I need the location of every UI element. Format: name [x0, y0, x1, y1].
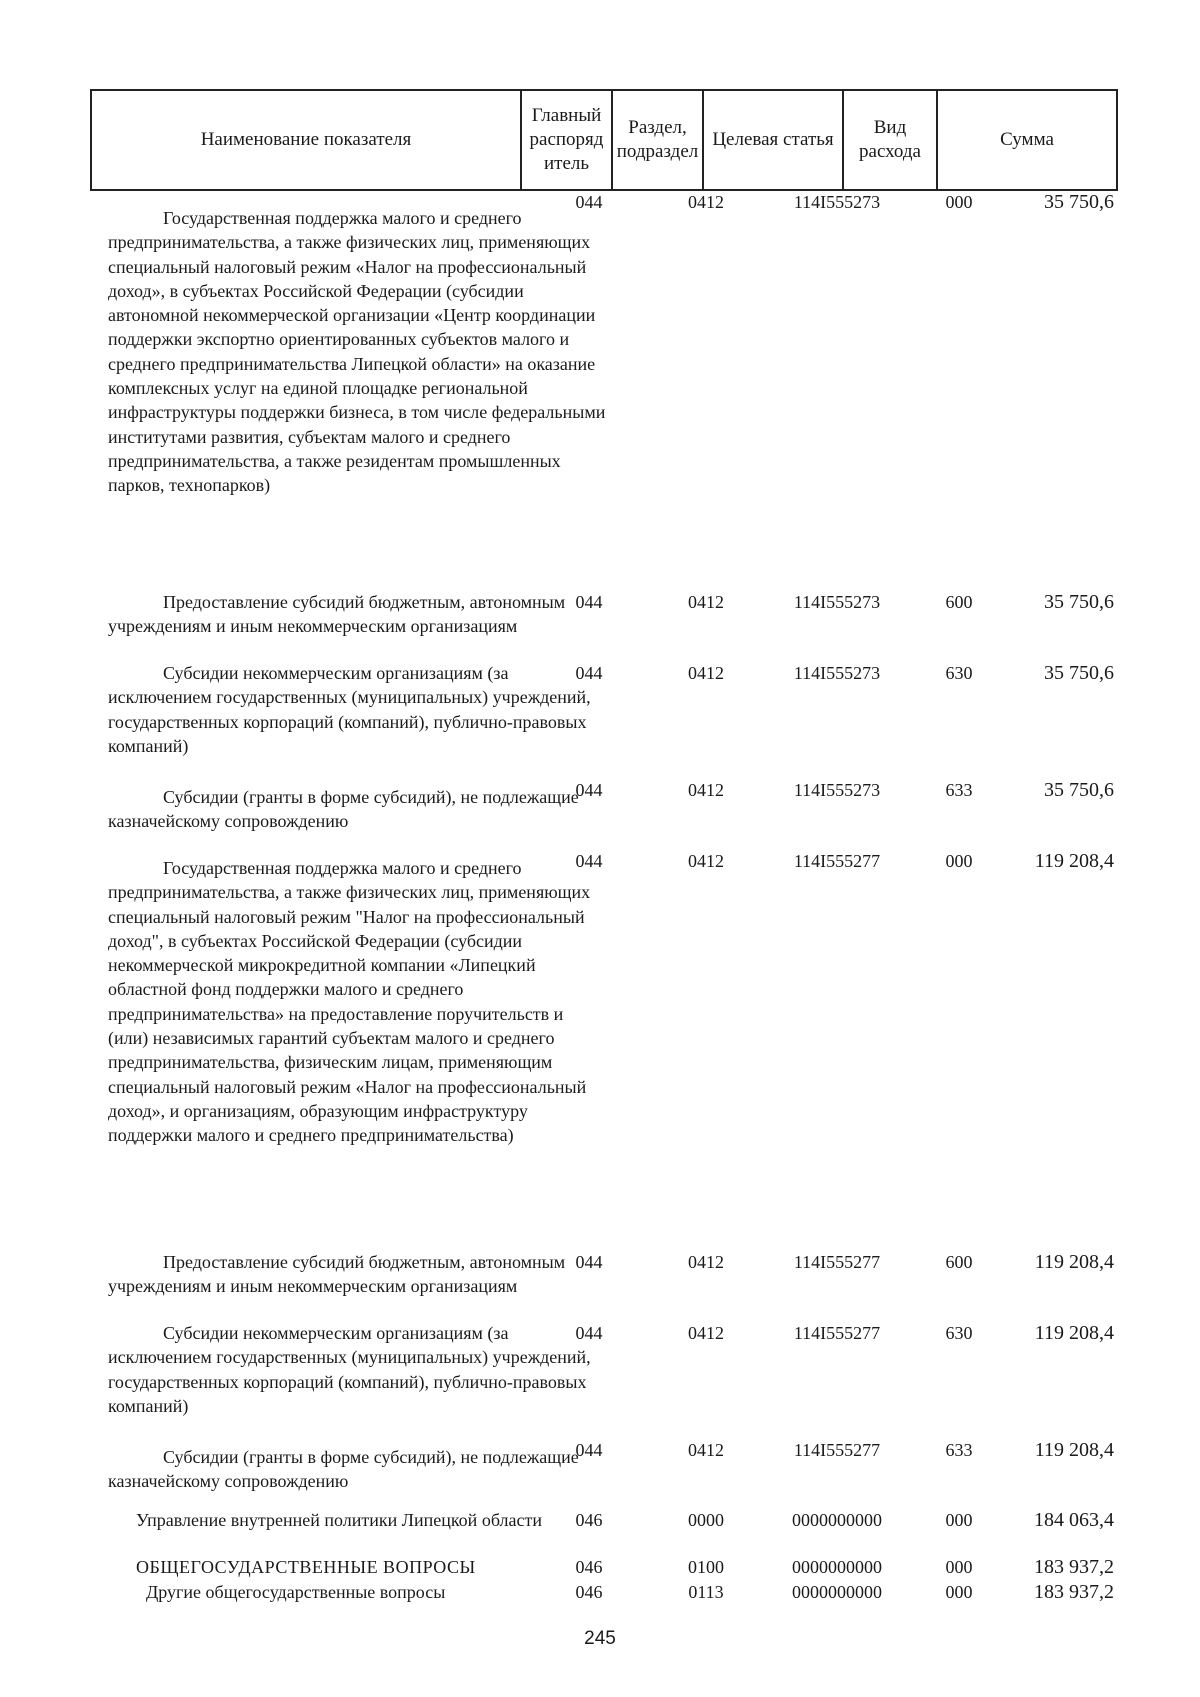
row-cs: 114I555273: [793, 192, 881, 212]
column-header-rz: Раздел, подраздел: [612, 90, 703, 190]
row-vr: 000: [945, 1582, 973, 1602]
row-rz: 0412: [688, 192, 724, 212]
row-rz: 0412: [688, 1323, 724, 1343]
row-gr: 044: [575, 780, 603, 800]
row-name: Управление внутренней политики Липецкой области: [136, 1510, 542, 1530]
row-rz: 0412: [688, 1252, 724, 1272]
row-vr: 633: [945, 1440, 973, 1460]
row-vr: 000: [945, 851, 973, 871]
column-header-vr: Вид расхода: [843, 90, 937, 190]
row-name: Субсидии некоммерческим организациям (за исключением государственных (муниципальных) учреждений, государственных корпораций (компаний), публично-правовых компаний): [108, 663, 591, 756]
row-vr: 000: [945, 1557, 973, 1577]
row-cs: 0000000000: [792, 1582, 882, 1602]
column-header-sum: Сумма: [937, 90, 1117, 190]
row-gr: 046: [575, 1557, 603, 1577]
row-sum: 35 750,6: [1044, 191, 1114, 213]
page-number: 245: [584, 1628, 616, 1649]
column-header-gr: Главный распоряд итель: [521, 90, 612, 190]
column-header-cs: Целевая статья: [703, 90, 843, 190]
row-gr: 044: [575, 1440, 603, 1460]
row-cs: 114I555273: [793, 780, 881, 800]
row-name: Предоставление субсидий бюджетным, автономным учреждениям и иным некоммерческим организациям: [108, 1252, 566, 1297]
row-sum: 183 937,2: [1034, 1581, 1114, 1603]
row-cs: 114I555273: [793, 663, 881, 683]
row-cs: 114I555277: [793, 1323, 881, 1343]
row-sum: 119 208,4: [1034, 1322, 1114, 1344]
row-gr: 044: [575, 1252, 603, 1272]
row-name: Субсидии (гранты в форме субсидий), не подлежащие казначейскому сопровождению: [108, 1447, 579, 1492]
row-vr: 600: [945, 592, 973, 612]
row-sum: 119 208,4: [1034, 850, 1114, 872]
row-rz: 0412: [688, 663, 724, 683]
row-sum: 183 937,2: [1034, 1556, 1114, 1578]
row-name: Государственная поддержка малого и среднего предпринимательства, а также физических лиц, применяющих специальный налоговый режим «Налог на профессиональный доход», в субъектах Российской Федерации (субсидии автономной некоммерческой организации «Центр координации поддержки экспортно ориентированных субъектов малого и среднего предпринимательства Липецкой области» на оказание комплексных услуг на единой площадке региональной инфраструктуры поддержки бизнеса, в том числе федеральными институтами развития, субъектам малого и среднего предпринимательства, а также резидентам промышленных парков, технопарков): [108, 208, 606, 496]
table-header: [90, 89, 1118, 191]
row-vr: 630: [945, 1323, 973, 1343]
row-gr: 044: [575, 1323, 603, 1343]
row-gr: 044: [575, 192, 603, 212]
row-vr: 000: [945, 1510, 973, 1530]
row-cs: 114I555273: [793, 592, 881, 612]
row-cs: 114I555277: [793, 1440, 881, 1460]
row-rz: 0000: [688, 1510, 724, 1530]
row-gr: 044: [575, 663, 603, 683]
row-gr: 046: [575, 1510, 603, 1530]
row-cs: 0000000000: [792, 1510, 882, 1530]
row-rz: 0100: [688, 1557, 724, 1577]
row-cs: 0000000000: [792, 1557, 882, 1577]
row-name: Субсидии некоммерческим организациям (за исключением государственных (муниципальных) учреждений, государственных корпораций (компаний), публично-правовых компаний): [108, 1323, 591, 1416]
row-sum: 35 750,6: [1044, 591, 1114, 613]
row-sum: 184 063,4: [1034, 1509, 1114, 1531]
row-sum: 119 208,4: [1034, 1439, 1114, 1461]
row-sum: 119 208,4: [1034, 1251, 1114, 1273]
row-rz: 0412: [688, 592, 724, 612]
row-vr: 000: [945, 192, 973, 212]
row-sum: 35 750,6: [1044, 779, 1114, 801]
row-sum: 35 750,6: [1044, 662, 1114, 684]
row-name: Предоставление субсидий бюджетным, автономным учреждениям и иным некоммерческим организациям: [108, 592, 566, 637]
row-vr: 633: [945, 780, 973, 800]
row-vr: 630: [945, 663, 973, 683]
column-header-name: Наименование показателя: [91, 90, 521, 190]
row-rz: 0412: [688, 780, 724, 800]
row-cs: 114I555277: [793, 851, 881, 871]
row-rz: 0113: [688, 1582, 724, 1602]
row-name: Субсидии (гранты в форме субсидий), не подлежащие казначейскому сопровождению: [108, 787, 579, 832]
row-name: Государственная поддержка малого и среднего предпринимательства, а также физических лиц, применяющих специальный налоговый режим "Налог на профессиональный доход", в субъектах Российской Федерации (субсидии некоммерческой микрокредитной компании «Липецкий областной фонд поддержки малого и среднего предпринимательства» на предоставление поручительств и (или) независимых гарантий субъектам малого и среднего предпринимательства, физическим лицам, применяющим специальный налоговый режим «Налог на профессиональный доход», и организациям, образующим инфраструктуру поддержки малого и среднего предпринимательства): [108, 858, 591, 1146]
row-rz: 0412: [688, 1440, 724, 1460]
row-gr: 044: [575, 592, 603, 612]
row-vr: 600: [945, 1252, 973, 1272]
row-cs: 114I555277: [793, 1252, 881, 1272]
row-gr: 046: [575, 1582, 603, 1602]
row-gr: 044: [575, 851, 603, 871]
row-name: ОБЩЕГОСУДАРСТВЕННЫЕ ВОПРОСЫ: [136, 1557, 476, 1577]
row-rz: 0412: [688, 851, 724, 871]
row-name: Другие общегосударственные вопросы: [146, 1582, 446, 1602]
